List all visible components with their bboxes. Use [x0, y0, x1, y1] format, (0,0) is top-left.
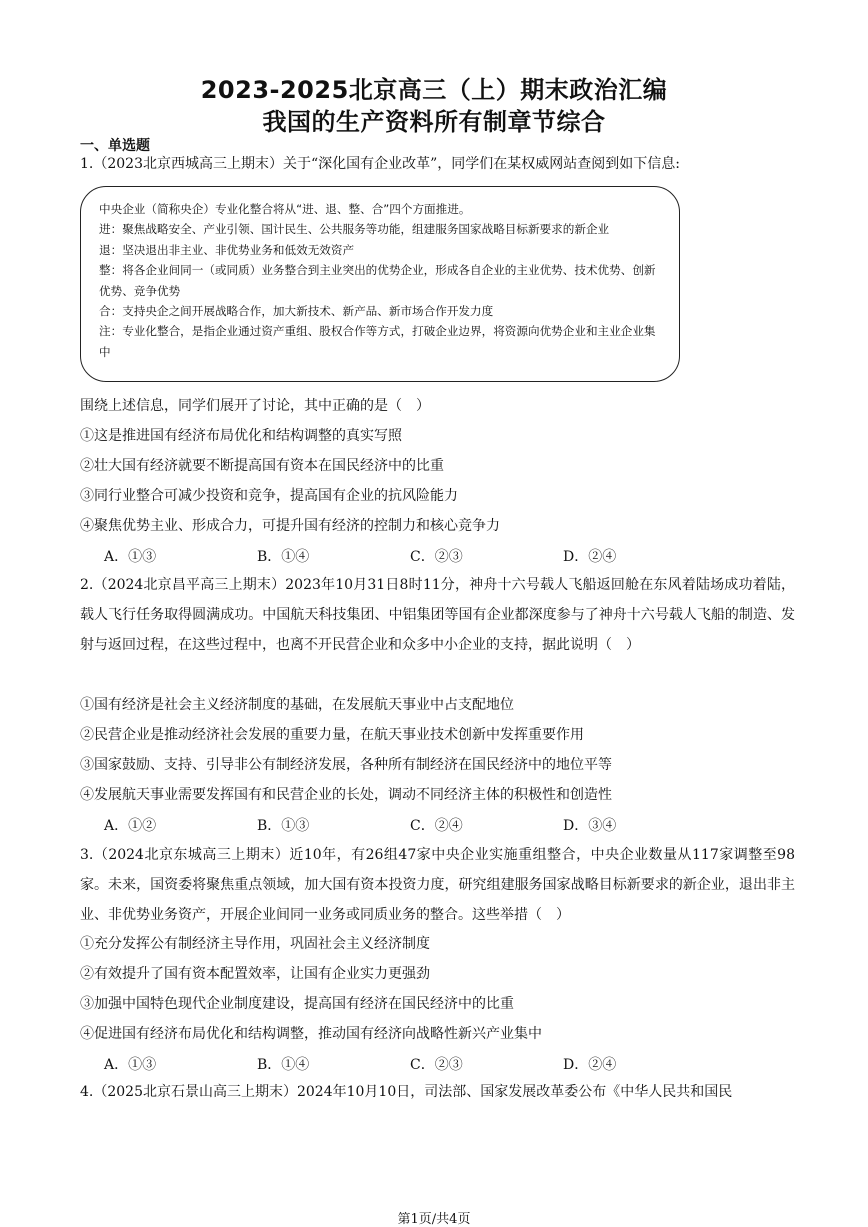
option-c[interactable]: C．②④: [410, 818, 463, 834]
document-title-line2: 我国的生产资料所有制章节综合: [262, 108, 606, 136]
option-d[interactable]: D．②④: [563, 1057, 617, 1073]
option-c[interactable]: C．②③: [410, 549, 463, 565]
question-1-item-2: ②壮大国有经济就要不断提高国有资本在国民经济中的比重: [80, 458, 444, 474]
section-heading: 一、单选题: [80, 138, 150, 154]
info-box-line: 整：将各企业间同一（或同质）业务整合到主业突出的优势企业，形成各自企业的主业优势、技术优势、创新优势、竞争优势: [99, 263, 656, 298]
question-3-item-3: ③加强中国特色现代企业制度建设，提高国有经济在国民经济中的比重: [80, 996, 514, 1012]
option-b[interactable]: B．①④: [257, 1057, 310, 1073]
option-a[interactable]: A．①②: [104, 818, 157, 834]
question-3-stem: 3.（2024北京东城高三上期末）近10年，有26组47家中央企业实施重组整合，中央企业数量从117家调整至98家。未来，国资委将聚焦重点领域，加大国有资本投资力度，研究组建服务国家战略目标新要求的新企业，退出非主业、非优势业务资产，开展企业间同一业务或同质业务的整合。这些举措（ ）: [80, 847, 795, 923]
question-1-stem: 1.（2023北京西城高三上期末）关于“深化国有企业改革”，同学们在某权威网站查阅到如下信息:: [80, 156, 681, 172]
info-box: [80, 186, 680, 382]
info-box-line: 退：坚决退出非主业、非优势业务和低效无效资产: [99, 242, 355, 257]
question-2-item-2: ②民营企业是推动经济社会发展的重要力量，在航天事业技术创新中发挥重要作用: [80, 727, 584, 743]
question-2-item-3: ③国家鼓励、支持、引导非公有制经济发展，各种所有制经济在国民经济中的地位平等: [80, 757, 612, 773]
question-3-item-2: ②有效提升了国有资本配置效率，让国有企业实力更强劲: [80, 966, 430, 982]
document-title-line1: 2023-2025北京高三（上）期末政治汇编: [200, 76, 668, 104]
question-2-item-4: ④发展航天事业需要发挥国有和民营企业的长处，调动不同经济主体的积极性和创造性: [80, 787, 612, 803]
question-1-item-4: ④聚焦优势主业、形成合力，可提升国有经济的控制力和核心竞争力: [80, 518, 500, 534]
info-box-line: 合：支持央企之间开展战略合作，加大新技术、新产品、新市场合作开发力度: [99, 304, 494, 319]
question-1-prompt: 围绕上述信息，同学们展开了讨论，其中正确的是（ ）: [80, 398, 430, 414]
option-c[interactable]: C．②③: [410, 1057, 463, 1073]
question-2-options: [104, 815, 716, 835]
option-a[interactable]: A．①③: [104, 1057, 157, 1073]
page-number: 第1页/共4页: [397, 1212, 471, 1227]
question-2-item-1: ①国有经济是社会主义经济制度的基础，在发展航天事业中占支配地位: [80, 697, 514, 713]
question-4-stem: 4.（2025北京石景山高三上期末）2024年10月10日，司法部、国家发展改革委公布《中华人民共和国民: [80, 1084, 733, 1100]
option-b[interactable]: B．①④: [257, 549, 310, 565]
option-d[interactable]: D．②④: [563, 549, 617, 565]
question-2-stem: 2.（2024北京昌平高三上期末）2023年10月31日8时11分，神舟十六号载人飞船返回舱在东风着陆场成功着陆，载人飞行任务取得圆满成功。中国航天科技集团、中铝集团等国有企业都深度参与了神舟十六号载人飞船的制造、发射与返回过程，在这些过程中，也离不开民营企业和众多中小企业的支持，据此说明（ ）: [80, 577, 795, 653]
question-1-item-1: ①这是推进国有经济布局优化和结构调整的真实写照: [80, 428, 402, 444]
question-1-item-3: ③同行业整合可减少投资和竞争，提高国有企业的抗风险能力: [80, 488, 458, 504]
question-3-item-1: ①充分发挥公有制经济主导作用，巩固社会主义经济制度: [80, 936, 430, 952]
info-box-line: 进：聚焦战略安全、产业引领、国计民生、公共服务等功能，组建服务国家战略目标新要求的新企业: [99, 222, 610, 237]
question-3-item-4: ④促进国有经济布局优化和结构调整，推动国有经济向战略性新兴产业集中: [80, 1026, 542, 1042]
option-a[interactable]: A．①③: [104, 549, 157, 565]
info-box-line: 中央企业（简称央企）专业化整合将从“进、退、整、合”四个方面推进。: [99, 202, 471, 216]
question-1-options: [104, 546, 716, 566]
option-b[interactable]: B．①③: [257, 818, 310, 834]
info-box-line: 注：专业化整合，是指企业通过资产重组、股权合作等方式，打破企业边界，将资源向优势企业和主业企业集中: [99, 324, 656, 359]
question-3-options: [104, 1054, 716, 1074]
option-d[interactable]: D．③④: [563, 818, 617, 834]
